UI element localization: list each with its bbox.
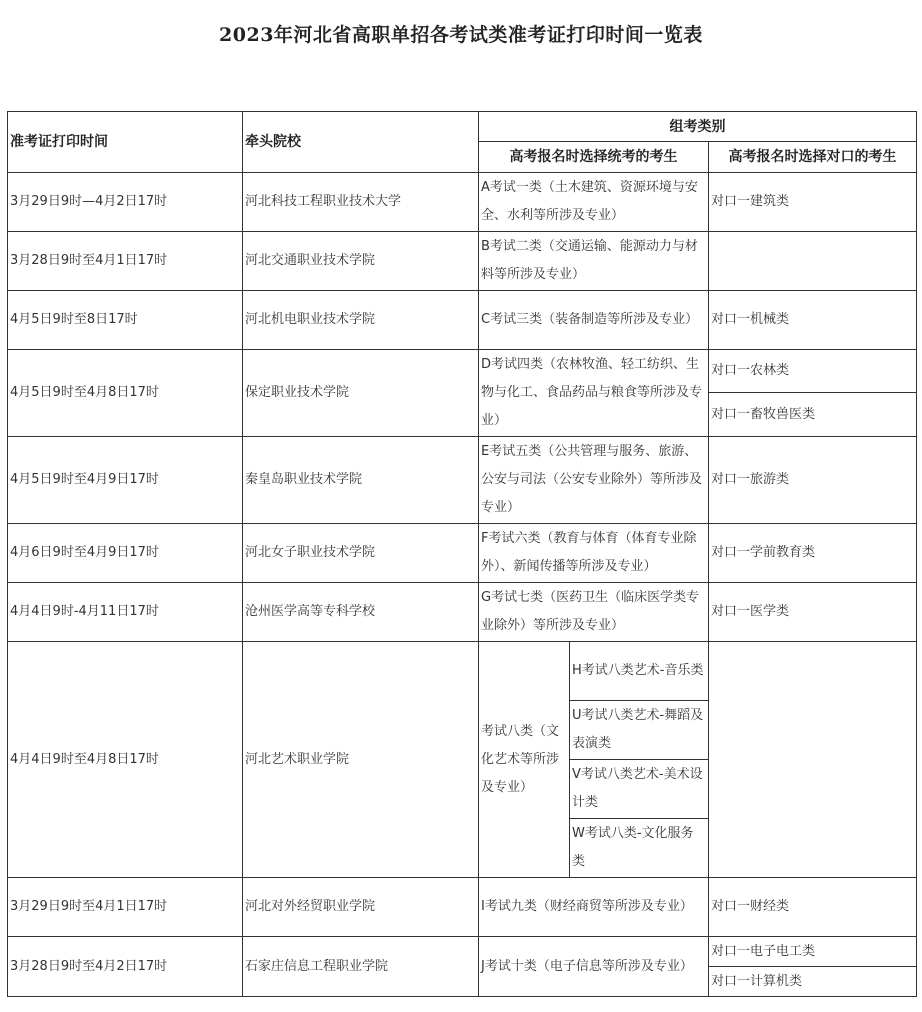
lead-school: 保定职业技术学院 xyxy=(243,350,479,437)
print-time: 4月5日9时至4月9日17时 xyxy=(8,437,243,524)
exam-category: D考试四类（农林牧渔、轻工纺织、生物与化工、食品药品与粮食等所涉及专业） xyxy=(479,350,709,437)
table-row xyxy=(8,437,917,524)
schedule-table xyxy=(7,111,917,997)
table-row xyxy=(8,524,917,583)
exam-subcategory: U考试八类艺术-舞蹈及表演类 xyxy=(570,701,709,760)
lead-school: 河北艺术职业学院 xyxy=(243,642,479,878)
print-time: 4月5日9时至4月8日17时 xyxy=(8,350,243,437)
header-row xyxy=(8,112,917,142)
counterpart-category-empty xyxy=(709,642,917,878)
print-time: 3月28日9时至4月2日17时 xyxy=(8,937,243,997)
exam-category: A考试一类（土木建筑、资源环境与安全、水利等所涉及专业） xyxy=(479,173,709,232)
header-time: 准考证打印时间 xyxy=(8,112,243,173)
header-unified: 高考报名时选择统考的考生 xyxy=(479,142,709,173)
lead-school: 河北交通职业技术学院 xyxy=(243,232,479,291)
lead-school: 秦皇岛职业技术学院 xyxy=(243,437,479,524)
table-row xyxy=(8,173,917,232)
lead-school: 沧州医学高等专科学校 xyxy=(243,583,479,642)
exam-category: G考试七类（医药卫生（临床医学类专业除外）等所涉及专业） xyxy=(479,583,709,642)
print-time: 3月29日9时—4月2日17时 xyxy=(8,173,243,232)
header-group: 组考类别 xyxy=(479,112,917,142)
table-row xyxy=(8,583,917,642)
exam-subcategory: V考试八类艺术-美术设计类 xyxy=(570,760,709,819)
table-row xyxy=(8,642,917,701)
header-counterpart: 高考报名时选择对口的考生 xyxy=(709,142,917,173)
exam-category: E考试五类（公共管理与服务、旅游、公安与司法（公安专业除外）等所涉及专业） xyxy=(479,437,709,524)
counterpart-category: 对口一电子电工类 xyxy=(709,937,917,967)
exam-subcategory: H考试八类艺术-音乐类 xyxy=(570,642,709,701)
exam-category: J考试十类（电子信息等所涉及专业） xyxy=(479,937,709,997)
counterpart-category: 对口一畜牧兽医类 xyxy=(709,393,917,437)
exam-category: B考试二类（交通运输、能源动力与材料等所涉及专业） xyxy=(479,232,709,291)
lead-school: 石家庄信息工程职业学院 xyxy=(243,937,479,997)
print-time: 4月5日9时至8日17时 xyxy=(8,291,243,350)
lead-school: 河北机电职业技术学院 xyxy=(243,291,479,350)
exam-category: F考试六类（教育与体育（体育专业除外）、新闻传播等所涉及专业） xyxy=(479,524,709,583)
counterpart-category: 对口一旅游类 xyxy=(709,437,917,524)
table-row xyxy=(8,350,917,393)
print-time: 4月4日9时-4月11日17时 xyxy=(8,583,243,642)
lead-school: 河北女子职业技术学院 xyxy=(243,524,479,583)
table-row xyxy=(8,291,917,350)
lead-school: 河北对外经贸职业学院 xyxy=(243,878,479,937)
lead-school: 河北科技工程职业技术大学 xyxy=(243,173,479,232)
exam-category: I考试九类（财经商贸等所涉及专业） xyxy=(479,878,709,937)
counterpart-category: 对口一计算机类 xyxy=(709,967,917,997)
exam-category: 考试八类（文化艺术等所涉及专业） xyxy=(479,642,570,878)
counterpart-category: 对口一机械类 xyxy=(709,291,917,350)
print-time: 3月28日9时至4月1日17时 xyxy=(8,232,243,291)
counterpart-category: 对口一农林类 xyxy=(709,350,917,393)
print-time: 3月29日9时至4月1日17时 xyxy=(8,878,243,937)
header-school: 牵头院校 xyxy=(243,112,479,173)
table-row xyxy=(8,937,917,967)
print-time: 4月4日9时至4月8日17时 xyxy=(8,642,243,878)
counterpart-category: 对口一学前教育类 xyxy=(709,524,917,583)
counterpart-category-empty xyxy=(709,232,917,291)
print-time: 4月6日9时至4月9日17时 xyxy=(8,524,243,583)
counterpart-category: 对口一医学类 xyxy=(709,583,917,642)
page-title: 2023年河北省高职单招各考试类准考证打印时间一览表 xyxy=(219,24,703,46)
table-row xyxy=(8,232,917,291)
exam-subcategory: W考试八类-文化服务类 xyxy=(570,819,709,878)
table-row xyxy=(8,878,917,937)
counterpart-category: 对口一财经类 xyxy=(709,878,917,937)
exam-category: C考试三类（装备制造等所涉及专业） xyxy=(479,291,709,350)
counterpart-category: 对口一建筑类 xyxy=(709,173,917,232)
